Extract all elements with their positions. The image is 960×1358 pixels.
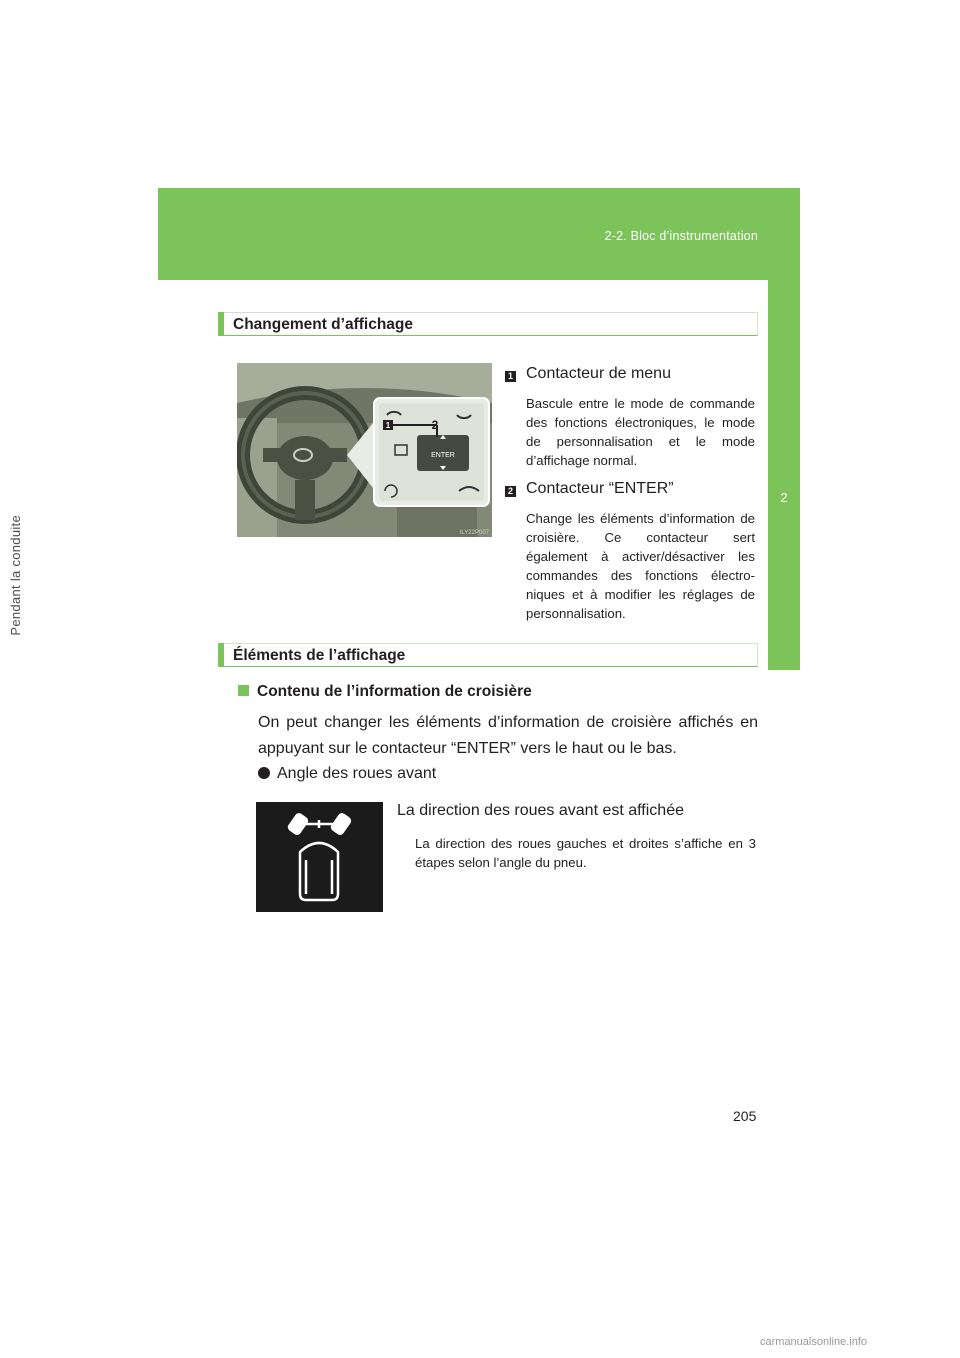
section-heading-display-change [218, 312, 758, 336]
photo-callout-1: 1 [385, 421, 391, 430]
section-heading-bar [218, 312, 224, 336]
chapter-number: 2 [780, 490, 788, 505]
watermark: carmanualsonline.info [760, 1336, 868, 1348]
photo-code: ILY22P007 [459, 530, 489, 536]
body-paragraph: On peut changer les éléments d’information de croisière affichés en appuyant sur le contacteur “ENTER” vers le haut ou le bas. [258, 714, 758, 757]
steering-wheel-illustration [237, 363, 492, 537]
section-heading-display-items [218, 643, 758, 667]
section-title: Changement d’affichage [233, 316, 413, 333]
bullet-item [258, 765, 436, 783]
bullet-text: Angle des roues avant [277, 765, 437, 782]
photo-callout-2: 2 [431, 418, 439, 432]
item-number-badge: 1 [505, 371, 516, 382]
item-number-badge: 2 [505, 486, 516, 497]
display-description: La direction des roues gauches et droites s’affiche en 3 étapes selon l’angle du pneu. [415, 836, 756, 870]
item-description: Change les éléments d’information de croisière. Ce contacteur sert également à activer/désactiver les commandes des fonctions électroniques et à modifier les réglages de personnalisation. [526, 511, 755, 621]
chapter-side-label: Pendant la conduite [8, 515, 23, 636]
square-bullet-icon [238, 685, 249, 696]
display-title: La direction des roues avant est affichée [397, 802, 684, 819]
chapter-header-band [158, 188, 800, 280]
wheel-angle-display [256, 802, 383, 912]
page-number: 205 [733, 1108, 757, 1124]
section-title: Éléments de l’affichage [233, 647, 406, 664]
subheading [238, 683, 532, 701]
dashboard-photo [237, 363, 492, 537]
subheading-text: Contenu de l’information de croisière [257, 683, 532, 700]
section-heading-bar [218, 643, 224, 667]
enter-button-label: ENTER [431, 452, 455, 459]
chapter-title: 2-2. Bloc d’instrumentation [604, 229, 758, 243]
front-wheel-angle-icon [256, 802, 383, 912]
chapter-side-tab [768, 280, 800, 670]
item-title: Contacteur de menu [526, 365, 671, 382]
item-title: Contacteur “ENTER” [526, 480, 674, 497]
item-description: Bascule entre le mode de commande des fonctions électroniques, le mode de personnalisation et le mode d’affichage normal. [526, 396, 755, 468]
round-bullet-icon [258, 767, 270, 779]
